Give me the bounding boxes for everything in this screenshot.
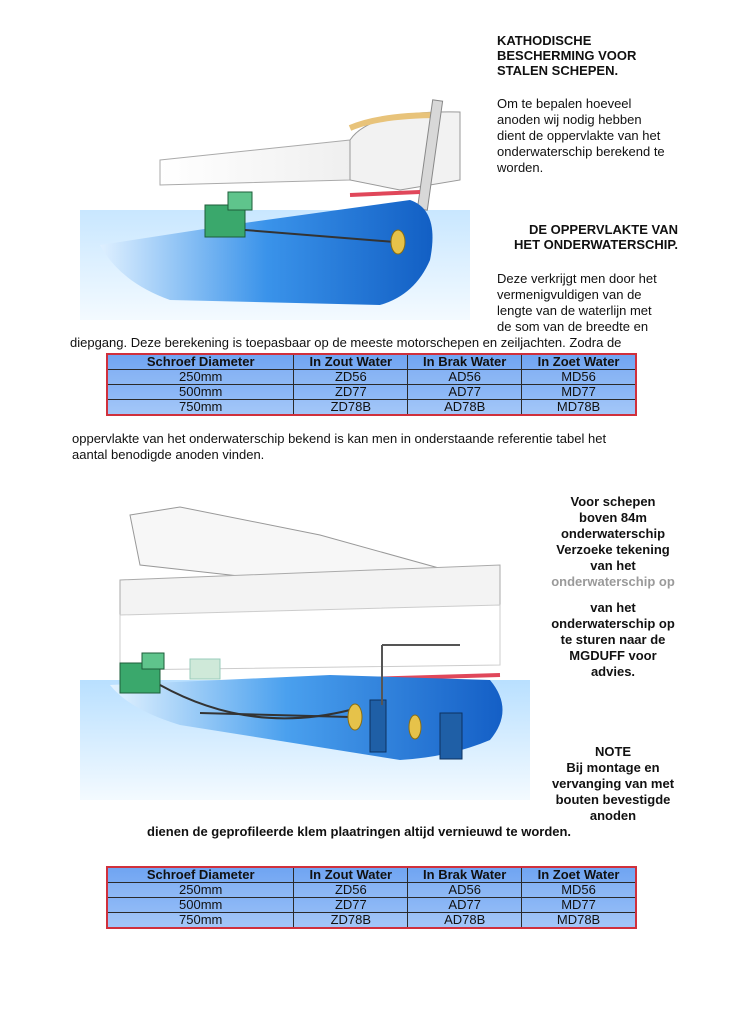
advice-paragraph [538,494,688,590]
body-line: lengte van de waterlijn met [497,303,652,318]
advice-line: MGDUFF voor [569,648,657,663]
table-cell: AD56 [408,883,522,898]
table-header: In Zout Water [294,867,408,883]
table-row [107,400,636,416]
table-cell: ZD56 [294,883,408,898]
intro-line: dient de oppervlakte van het [497,128,661,143]
advice-line: van het [590,600,636,615]
intro-line: Om te bepalen hoeveel [497,96,632,111]
advice-line: van het [590,558,636,573]
anode-reference-table-1 [106,353,637,416]
table-cell: MD56 [522,883,636,898]
advice-line: Verzoeke tekening [556,542,670,557]
table-cell: 250mm [107,370,294,385]
table-header: In Brak Water [408,354,522,370]
advice-line: Voor schepen [570,494,656,509]
body-line: vermenigvuldigen van de [497,287,642,302]
after-table-paragraph [72,431,712,463]
boat-illustration-bottom [20,495,530,825]
intro-line: anoden wij nodig hebben [497,112,642,127]
note-line: Bij montage en [566,760,660,775]
table-cell: ZD77 [294,898,408,913]
table-header: In Zout Water [294,354,408,370]
note-line: bouten bevestigde [555,792,671,807]
body-line: Deze verkrijgt men door het [497,271,657,286]
intro-line: onderwaterschip berekend te [497,144,665,159]
body-paragraph [497,271,717,335]
table-cell: MD77 [522,898,636,913]
table-cell: AD77 [408,898,522,913]
table-header: In Zoet Water [522,867,636,883]
table-cell: MD78B [522,913,636,929]
table-cell: 500mm [107,898,294,913]
table-row [107,883,636,898]
table-cell: AD78B [408,913,522,929]
table-cell: AD78B [408,400,522,416]
table-header: Schroef Diameter [107,354,294,370]
after-table-line: aantal benodigde anoden vinden. [72,447,265,462]
table-row [107,385,636,400]
title-line: KATHODISCHE [497,33,592,48]
table-cell: MD56 [522,370,636,385]
table-header: Schroef Diameter [107,867,294,883]
table-row [107,898,636,913]
subtitle-line: HET ONDERWATERSCHIP. [514,237,678,252]
body-wide-line: diepgang. Deze berekening is toepasbaar op de meeste motorschepen en zeiljachten. Zodra de [70,335,622,350]
intro-line: worden. [497,160,544,175]
boat-illustration-top [0,20,470,350]
subtitle-line: DE OPPERVLAKTE VAN [528,222,678,237]
advice-continued [538,600,688,680]
section1-subtitle [470,222,678,252]
table-cell: ZD78B [294,400,408,416]
note-line: vervanging van met [551,776,675,791]
advice-line: onderwaterschip op [551,574,675,589]
table-cell: 500mm [107,385,294,400]
table-header-row [107,867,636,883]
advice-line: onderwaterschip op [551,616,675,631]
note-line: anoden [589,808,637,823]
table-cell: AD77 [408,385,522,400]
table-cell: ZD78B [294,913,408,929]
table-cell: MD78B [522,400,636,416]
body-line: de som van de breedte en [497,319,649,334]
table-cell: AD56 [408,370,522,385]
advice-line: advies. [590,664,636,679]
table-header-row [107,354,636,370]
anode-reference-table-2 [106,866,637,929]
note-title: NOTE [594,744,632,759]
table-row [107,913,636,929]
table-header: In Zoet Water [522,354,636,370]
table-row [107,370,636,385]
table-header: In Brak Water [408,867,522,883]
advice-line: boven 84m [579,510,647,525]
table-cell: MD77 [522,385,636,400]
title-line: BESCHERMING VOOR [497,48,637,63]
table-cell: 750mm [107,913,294,929]
advice-line: onderwaterschip [560,526,666,541]
advice-line: te sturen naar de [560,632,666,647]
intro-paragraph [497,96,717,176]
title-line: STALEN SCHEPEN. [497,63,619,78]
section1-title [497,33,717,78]
table-cell: 250mm [107,883,294,898]
table-cell: ZD77 [294,385,408,400]
after-table-line: oppervlakte van het onderwaterschip bekend is kan men in onderstaande referentie tabel het [72,431,607,446]
table-cell: 750mm [107,400,294,416]
table-cell: ZD56 [294,370,408,385]
note-block [538,744,688,824]
note-wide-line: dienen de geprofileerde klem plaatringen altijd vernieuwd te worden. [147,824,572,839]
